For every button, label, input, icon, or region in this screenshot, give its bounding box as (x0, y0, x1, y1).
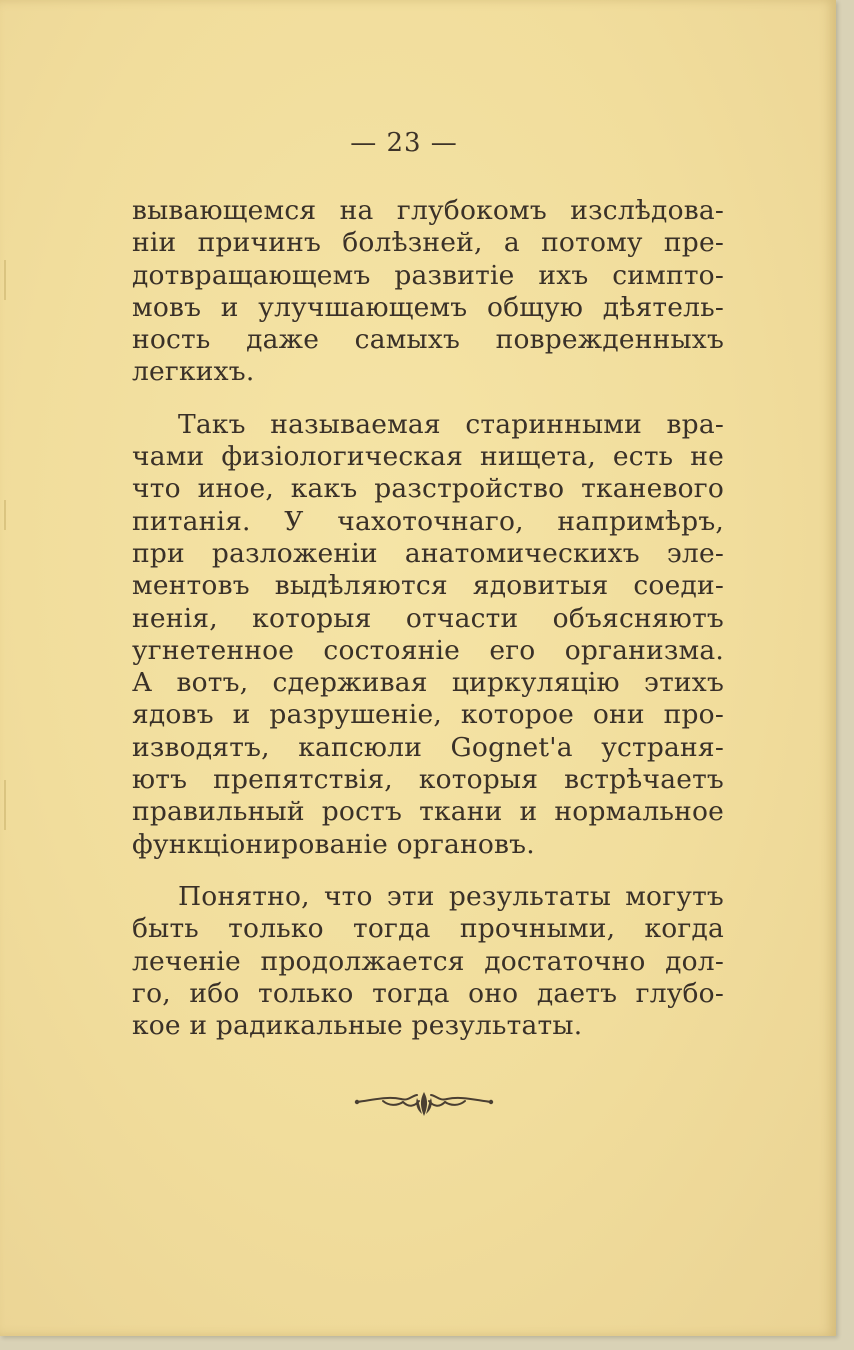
text-line: быть только тогда прочными, когда (132, 913, 724, 945)
text-line: го, ибо только тогда оно даетъ глубо- (132, 977, 724, 1009)
text-line: вывающемся на глубокомъ изслѣдова- (132, 195, 724, 226)
text-line: ніи причинъ болѣзней, а потому пре- (132, 227, 724, 259)
page-edge-mark (4, 500, 6, 530)
paragraph-3 (132, 881, 724, 1042)
text-line: Понятно, что эти результаты могутъ (178, 880, 724, 912)
text-line: угнетенное состояніе его организма. (132, 634, 724, 666)
text-line: правильный ростъ ткани и нормальное (132, 796, 724, 828)
body-text (132, 195, 724, 1062)
page-edge-mark (4, 780, 6, 830)
text-line: при разложеніи анатомическихъ эле- (132, 537, 724, 569)
text-line: что иное, какъ разстройство тканевого (132, 473, 724, 505)
text-line: А вотъ, сдерживая циркуляцію этихъ (132, 667, 724, 699)
text-line: ненія, которыя отчасти объясняютъ (132, 602, 724, 634)
text-line: легкихъ. (132, 356, 255, 388)
text-line: чами физіологическая нищета, есть не (132, 441, 724, 473)
decorative-flourish-icon (353, 1086, 495, 1120)
text-line: ментовъ выдѣляются ядовитыя соеди- (132, 570, 724, 602)
text-line: изводятъ, капсюли Gognet'a устраня- (132, 731, 724, 763)
text-line: Такъ называемая старинными вра- (178, 408, 724, 440)
text-line: кое и радикальные результаты. (132, 1010, 583, 1042)
text-line: ядовъ и разрушеніе, которое они про- (132, 699, 724, 731)
text-line: дотвращающемъ развитіе ихъ симпто- (132, 259, 724, 291)
text-line: питанія. У чахоточнаго, напримѣръ, (132, 505, 724, 537)
page-number: — 23 — (350, 128, 458, 158)
text-line: ность даже самыхъ поврежденныхъ (132, 324, 724, 356)
text-line: леченіе продолжается достаточно дол- (132, 945, 724, 977)
text-line: функціонированіе органовъ. (132, 828, 535, 860)
paragraph-1 (132, 195, 724, 389)
paragraph-2 (132, 409, 724, 861)
text-line: мовъ и улучшающемъ общую дѣятель- (132, 291, 724, 323)
page-edge-mark (4, 260, 6, 300)
text-line: ютъ препятствія, которыя встрѣчаетъ (132, 764, 724, 796)
